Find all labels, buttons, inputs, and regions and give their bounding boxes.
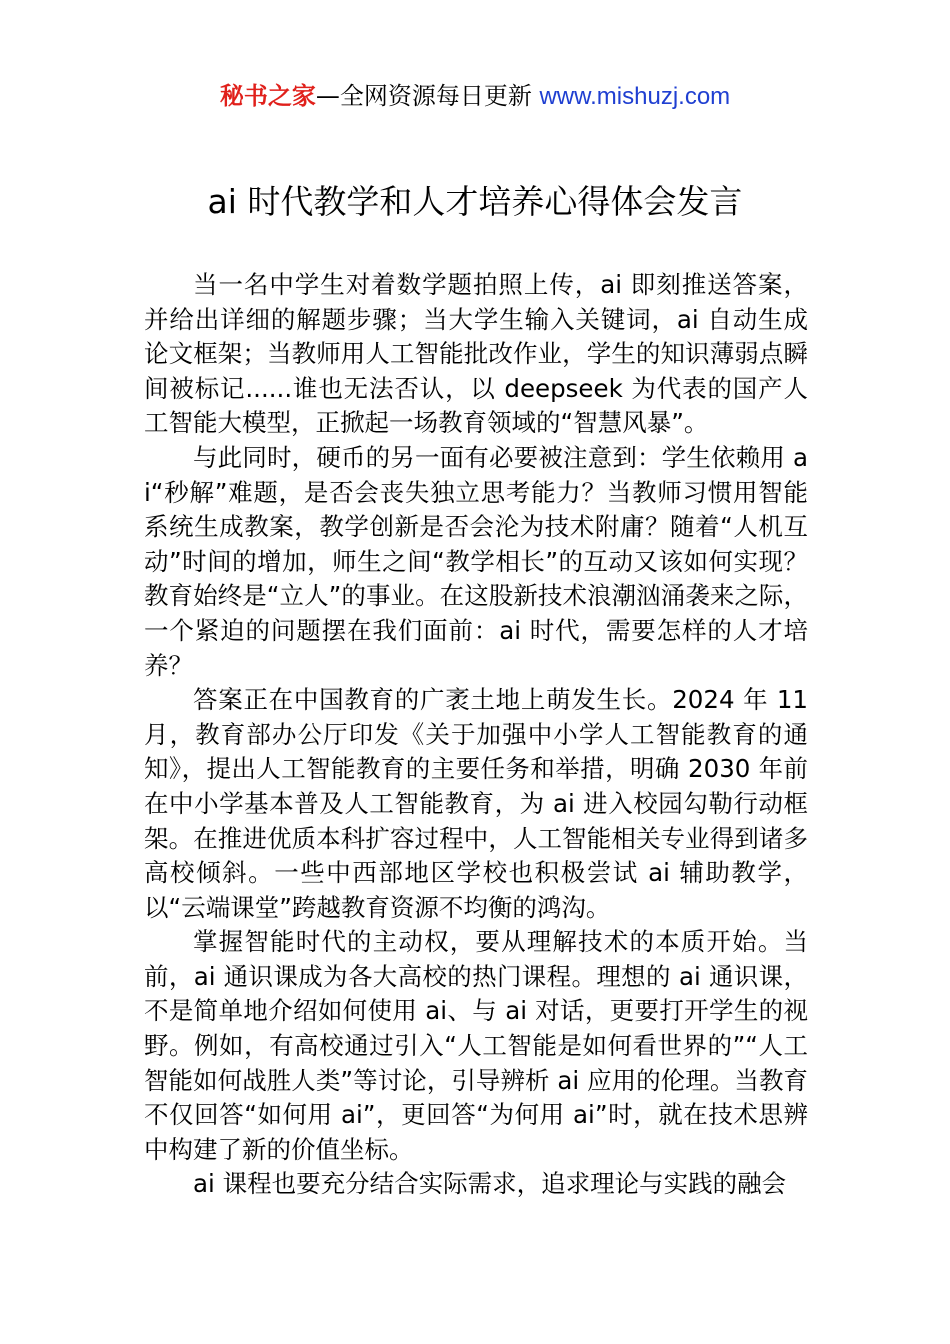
- paragraph-4: 掌握智能时代的主动权，要从理解技术的本质开始。当前，ai 通识课成为各大高校的热门课程。理想的 ai 通识课，不是简单地介绍如何使用 ai、与 ai 对话，更要打开学生的视野。例如，有高校通过引入“人工智能是如何看世界的”“人工智能如何战胜人类”等讨论，引导辨析 ai 应用的伦理。当教育不仅回答“如何用 ai”，更回答“为何用 ai”时，就在技术思辨中构建了新的价值坐标。: [144, 927, 808, 1164]
- site-tagline: —全网资源每日更新: [315, 82, 532, 110]
- site-brand: 秘书之家: [219, 82, 316, 110]
- site-url-link[interactable]: www.mishuzj.com: [539, 83, 731, 110]
- paragraph-3: 答案正在中国教育的广袤土地上萌发生长。2024 年 11 月，教育部办公厅印发《关于加强中小学人工智能教育的通知》，提出人工智能教育的主要任务和举措，明确 2030 年前在中小学基本普及人工智能教育，为 ai 进入校园勾勒行动框架。在推进优质本科扩容过程中，人工智能相关专业得到诸多高校倾斜。一些中西部地区学校也积极尝试 ai 辅助教学，以“云端课堂”跨越教育资源不均衡的鸿沟。: [144, 685, 808, 922]
- paragraph-1: 当一名中学生对着数学题拍照上传，ai 即刻推送答案，并给出详细的解题步骤；当大学生输入关键词，ai 自动生成论文框架；当教师用人工智能批改作业，学生的知识薄弱点瞬间被标记......谁也无法否认，以 deepseek 为代表的国产人工智能大模型，正掀起一场教育领域的“智慧风暴”。: [144, 270, 808, 438]
- site-header: [0, 80, 950, 113]
- document-title: ai 时代教学和人才培养心得体会发言: [207, 182, 743, 221]
- document-body: [144, 268, 808, 1202]
- paragraph-2: 与此同时，硬币的另一面有必要被注意到：学生依赖用 ai“秒解”难题，是否会丧失独立思考能力？当教师习惯用智能系统生成教案，教学创新是否会沦为技术附庸？随着“人机互动”时间的增加，师生之间“教学相长”的互动又该如何实现？教育始终是“立人”的事业。在这股新技术浪潮汹涌袭来之际，一个紧迫的问题摆在我们面前：ai 时代，需要怎样的人才培养？: [144, 442, 808, 680]
- paragraph-5: ai 课程也要充分结合实际需求，追求理论与实践的融会: [193, 1169, 787, 1199]
